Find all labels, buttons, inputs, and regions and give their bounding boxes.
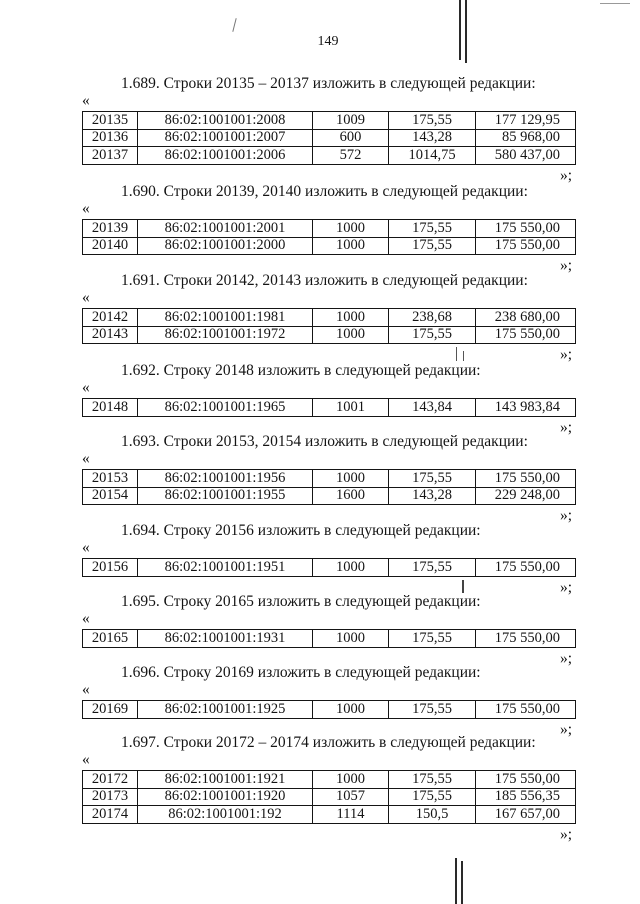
- amount-cell: 175 550,00: [476, 630, 576, 648]
- amendment-section: [82, 594, 575, 667]
- row-number-cell: 20136: [83, 129, 138, 147]
- cadastral-number-cell: 86:02:1001001:192: [138, 806, 313, 824]
- quantity-cell: 1114: [313, 806, 389, 824]
- closing-quote: »;: [559, 507, 572, 524]
- amount-cell: 175 550,00: [476, 326, 576, 344]
- table-row: [83, 399, 576, 417]
- table-row: [83, 129, 576, 147]
- quantity-cell: 1000: [313, 559, 389, 577]
- amount-cell: 175 550,00: [476, 559, 576, 577]
- price-cell: 175,55: [389, 630, 476, 648]
- amendment-heading: 1.694. Строку 20156 изложить в следующей редакции:: [121, 522, 481, 539]
- amount-cell: 229 248,00: [476, 487, 576, 505]
- price-cell: 143,28: [389, 487, 476, 505]
- amendment-section: [82, 363, 575, 436]
- table-row: [83, 326, 576, 344]
- cadastral-number-cell: 86:02:1001001:1956: [138, 470, 313, 488]
- amendment-table: [82, 219, 576, 255]
- scan-artifact-line: [459, 0, 461, 60]
- quantity-cell: 1000: [313, 237, 389, 255]
- scan-artifact-line: [455, 858, 457, 904]
- amendment-heading: 1.690. Строки 20139, 20140 изложить в следующей редакции:: [121, 183, 528, 200]
- amendment-heading: 1.693. Строки 20153, 20154 изложить в следующей редакции:: [121, 433, 528, 450]
- row-number-cell: 20140: [83, 237, 138, 255]
- row-number-cell: 20143: [83, 326, 138, 344]
- cadastral-number-cell: 86:02:1001001:1925: [138, 701, 313, 719]
- amendment-table: [82, 700, 576, 719]
- row-number-cell: 20169: [83, 701, 138, 719]
- quantity-cell: 1009: [313, 112, 389, 130]
- amendment-section: [82, 434, 575, 524]
- amount-cell: 238 680,00: [476, 309, 576, 327]
- quantity-cell: 1000: [313, 220, 389, 238]
- opening-quote: «: [82, 681, 90, 698]
- table-row: [83, 470, 576, 488]
- amendment-section: [82, 735, 575, 843]
- cadastral-number-cell: 86:02:1001001:1921: [138, 771, 313, 789]
- amendment-heading: 1.692. Строку 20148 изложить в следующей редакции:: [121, 362, 481, 379]
- opening-quote: «: [82, 92, 90, 109]
- opening-quote: «: [82, 200, 90, 217]
- opening-quote: «: [82, 751, 90, 768]
- amount-cell: 167 657,00: [476, 806, 576, 824]
- amendment-table: [82, 770, 576, 824]
- table-row: [83, 788, 576, 806]
- amendment-section: [82, 665, 575, 738]
- row-number-cell: 20148: [83, 399, 138, 417]
- price-cell: 143,28: [389, 129, 476, 147]
- amendment-heading: 1.697. Строки 20172 – 20174 изложить в следующей редакции:: [121, 734, 536, 751]
- cadastral-number-cell: 86:02:1001001:1920: [138, 788, 313, 806]
- opening-quote: «: [82, 610, 90, 627]
- amount-cell: 175 550,00: [476, 771, 576, 789]
- quantity-cell: 600: [313, 129, 389, 147]
- table-row: [83, 771, 576, 789]
- price-cell: 175,55: [389, 470, 476, 488]
- row-number-cell: 20173: [83, 788, 138, 806]
- amount-cell: 175 550,00: [476, 470, 576, 488]
- opening-quote: «: [82, 289, 90, 306]
- quantity-cell: 1000: [313, 701, 389, 719]
- amount-cell: 175 550,00: [476, 237, 576, 255]
- scan-artifact-line: [465, 0, 467, 63]
- row-number-cell: 20142: [83, 309, 138, 327]
- quantity-cell: 1000: [313, 630, 389, 648]
- cadastral-number-cell: 86:02:1001001:1965: [138, 399, 313, 417]
- cadastral-number-cell: 86:02:1001001:1981: [138, 309, 313, 327]
- amendment-table: [82, 469, 576, 505]
- closing-quote: »;: [559, 649, 572, 667]
- scan-artifact-mark: [600, 3, 630, 4]
- row-number-cell: 20154: [83, 487, 138, 505]
- price-cell: 150,5: [389, 806, 476, 824]
- cadastral-number-cell: 86:02:1001001:2000: [138, 237, 313, 255]
- closing-quote: »;: [559, 578, 572, 596]
- price-cell: 175,55: [389, 112, 476, 130]
- table-row: [83, 220, 576, 238]
- price-cell: 175,55: [389, 220, 476, 238]
- opening-quote: «: [82, 539, 90, 556]
- amendment-table: [82, 308, 576, 344]
- price-cell: 238,68: [389, 309, 476, 327]
- table-row: [83, 487, 576, 505]
- row-number-cell: 20165: [83, 630, 138, 648]
- amendment-section: [82, 76, 575, 184]
- scan-artifact-mark: [232, 18, 236, 32]
- quantity-cell: 572: [313, 147, 389, 165]
- cadastral-number-cell: 86:02:1001001:2008: [138, 112, 313, 130]
- amount-cell: 85 968,00: [476, 129, 576, 147]
- price-cell: 175,55: [389, 701, 476, 719]
- closing-quote: »;: [559, 257, 572, 274]
- page-number: 149: [317, 34, 339, 49]
- amendment-heading: 1.691. Строки 20142, 20143 изложить в следующей редакции:: [121, 272, 528, 289]
- row-number-cell: 20139: [83, 220, 138, 238]
- opening-quote: «: [82, 450, 90, 467]
- table-row: [83, 147, 576, 165]
- quantity-cell: 1000: [313, 326, 389, 344]
- cadastral-number-cell: 86:02:1001001:1951: [138, 559, 313, 577]
- amendment-heading: 1.695. Строку 20165 изложить в следующей редакции:: [121, 593, 481, 610]
- table-row: [83, 237, 576, 255]
- row-number-cell: 20172: [83, 771, 138, 789]
- table-row: [83, 112, 576, 130]
- cadastral-number-cell: 86:02:1001001:2001: [138, 220, 313, 238]
- quantity-cell: 1000: [313, 771, 389, 789]
- closing-quote: »;: [559, 166, 572, 184]
- price-cell: 175,55: [389, 237, 476, 255]
- amount-cell: 177 129,95: [476, 112, 576, 130]
- table-row: [83, 701, 576, 719]
- price-cell: 175,55: [389, 326, 476, 344]
- row-number-cell: 20153: [83, 470, 138, 488]
- closing-quote: »;: [559, 825, 572, 843]
- cadastral-number-cell: 86:02:1001001:1972: [138, 326, 313, 344]
- amendment-section: [82, 523, 575, 596]
- quantity-cell: 1001: [313, 399, 389, 417]
- table-row: [83, 559, 576, 577]
- price-cell: 175,55: [389, 788, 476, 806]
- cadastral-number-cell: 86:02:1001001:2007: [138, 129, 313, 147]
- table-row: [83, 806, 576, 824]
- cadastral-number-cell: 86:02:1001001:2006: [138, 147, 313, 165]
- cadastral-number-cell: 86:02:1001001:1931: [138, 630, 313, 648]
- amendment-section: [82, 273, 575, 363]
- quantity-cell: 1600: [313, 487, 389, 505]
- closing-quote: »;: [559, 346, 572, 363]
- opening-quote: «: [82, 379, 90, 396]
- quantity-cell: 1057: [313, 788, 389, 806]
- price-cell: 1014,75: [389, 147, 476, 165]
- cadastral-number-cell: 86:02:1001001:1955: [138, 487, 313, 505]
- amendment-table: [82, 398, 576, 417]
- price-cell: 175,55: [389, 771, 476, 789]
- amendment-table: [82, 111, 576, 165]
- row-number-cell: 20174: [83, 806, 138, 824]
- amendment-section: [82, 184, 575, 274]
- amount-cell: 580 437,00: [476, 147, 576, 165]
- row-number-cell: 20135: [83, 112, 138, 130]
- scan-artifact-line: [461, 861, 463, 904]
- quantity-cell: 1000: [313, 309, 389, 327]
- closing-quote: »;: [559, 720, 572, 738]
- amount-cell: 143 983,84: [476, 399, 576, 417]
- amendment-heading: 1.696. Строку 20169 изложить в следующей редакции:: [121, 664, 481, 681]
- price-cell: 143,84: [389, 399, 476, 417]
- closing-quote: »;: [559, 418, 572, 436]
- amendment-heading: 1.689. Строки 20135 – 20137 изложить в следующей редакции:: [121, 75, 536, 92]
- quantity-cell: 1000: [313, 470, 389, 488]
- amendment-table: [82, 629, 576, 648]
- row-number-cell: 20156: [83, 559, 138, 577]
- amount-cell: 175 550,00: [476, 220, 576, 238]
- amount-cell: 175 550,00: [476, 701, 576, 719]
- table-row: [83, 630, 576, 648]
- price-cell: 175,55: [389, 559, 476, 577]
- amount-cell: 185 556,35: [476, 788, 576, 806]
- row-number-cell: 20137: [83, 147, 138, 165]
- table-row: [83, 309, 576, 327]
- amendment-table: [82, 558, 576, 577]
